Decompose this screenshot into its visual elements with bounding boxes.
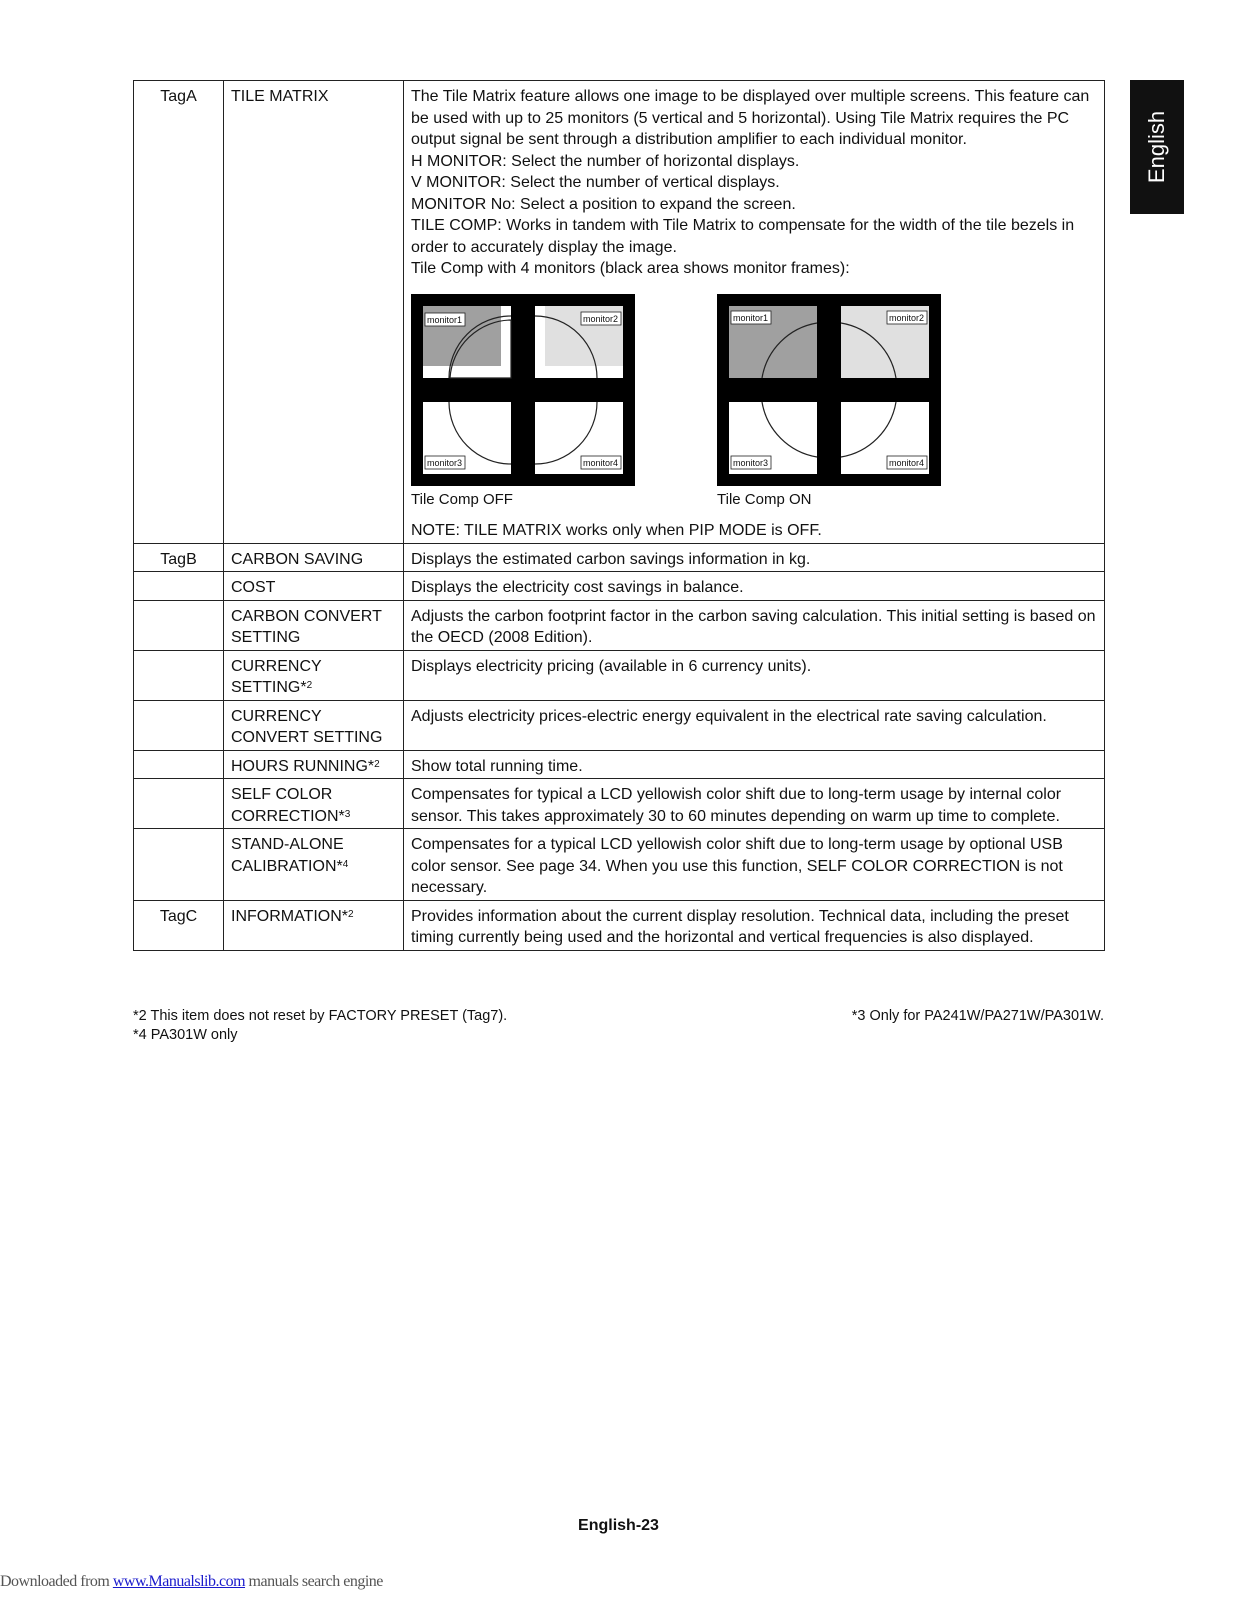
item-label: SELF COLOR CORRECTION* — [231, 786, 345, 825]
footnote-2: *2 This item does not reset by FACTORY PRESET (Tag7). — [133, 1008, 508, 1024]
tag-cell-a: TagA — [134, 81, 224, 544]
manualslib-link[interactable]: www.Manualslib.com — [112, 1573, 246, 1590]
tile-comp-diagrams — [411, 294, 1097, 511]
item-cell: CURRENCY CONVERT SETTING — [224, 700, 404, 750]
item-cell: CARBON SAVING — [224, 543, 404, 572]
description-cell: Adjusts the carbon footprint factor in the carbon saving calculation. This initial setting is based on the OECD (2008 Edition). — [404, 600, 1105, 650]
tile-comp-off-figure — [411, 294, 635, 486]
item-cell-tile-matrix: TILE MATRIX — [224, 81, 404, 544]
tag-cell-empty — [134, 779, 224, 829]
tag-cell-empty — [134, 600, 224, 650]
tag-cell-empty — [134, 650, 224, 700]
tile-matrix-note: NOTE: TILE MATRIX works only when PIP MODE is OFF. — [411, 522, 822, 539]
item-cell — [224, 900, 404, 950]
footnote-4: *4 PA301W only — [133, 1027, 238, 1043]
tag-cell-b: TagB — [134, 543, 224, 572]
description-line: The Tile Matrix feature allows one image to be displayed over multiple screens. This feature can be used with up to 25 monitors (5 vertical and 5 horizontal). Using Tile Matrix requires the PC output signal be sent through a distribution amplifier to each individual monitor. — [411, 88, 1090, 148]
download-suffix: manuals search engine — [248, 1573, 383, 1590]
tile-comp-on-caption: Tile Comp ON — [717, 490, 812, 508]
page-number: English-23 — [578, 1517, 659, 1534]
description-line: TILE COMP: Works in tandem with Tile Matrix to compensate for the width of the tile bezels in order to accurately display the image. — [411, 217, 1075, 256]
description-cell: Compensates for typical a LCD yellowish color shift due to long-term usage by internal color sensor. This takes approximately 30 to 60 minutes depending on warm up time to complete. — [404, 779, 1105, 829]
item-cell — [224, 829, 404, 901]
description-cell: Provides information about the current display resolution. Technical data, including the preset timing currently being used and the horizontal and vertical frequencies is also displayed. — [404, 900, 1105, 950]
description-line: MONITOR No: Select a position to expand the screen. — [411, 195, 796, 213]
footnote-ref: 2 — [374, 758, 380, 770]
description-cell: Displays the estimated carbon savings information in kg. — [404, 543, 1105, 572]
footnote-row — [133, 1007, 1104, 1026]
download-prefix: Downloaded from — [0, 1573, 110, 1590]
description-line: H MONITOR: Select the number of horizontal displays. — [411, 152, 800, 170]
description-cell: Adjusts electricity prices-electric energy equivalent in the electrical rate saving calculation. — [404, 700, 1105, 750]
item-label: STAND-ALONE CALIBRATION* — [231, 836, 344, 875]
description-cell-tile-matrix — [404, 81, 1105, 544]
tile-comp-on-figure — [717, 294, 941, 486]
table-row-self-color-correction — [134, 779, 1105, 829]
description-line: Tile Comp with 4 monitors (black area shows monitor frames): — [411, 260, 850, 277]
table-row-tile-matrix — [134, 81, 1105, 544]
monitor3-label: monitor3 — [427, 457, 463, 468]
item-cell — [224, 750, 404, 779]
tag-cell-c: TagC — [134, 900, 224, 950]
table-row-currency-convert-setting — [134, 700, 1105, 750]
table-row-stand-alone-calibration — [134, 829, 1105, 901]
footnote-ref: 2 — [306, 680, 313, 691]
monitor3-label: monitor3 — [733, 457, 769, 468]
table-row-cost — [134, 572, 1105, 601]
table-row-carbon-convert-setting — [134, 600, 1105, 650]
footnote-ref: 2 — [348, 908, 354, 920]
description-cell: Compensates for a typical LCD yellowish color shift due to long-term usage by optional USB color sensor. See page 34. When you use this function, SELF COLOR CORRECTION is not necessary. — [404, 829, 1105, 901]
language-tab-label: English — [1144, 110, 1169, 184]
footnotes — [133, 1007, 1104, 1045]
tile-comp-off-caption: Tile Comp OFF — [411, 490, 513, 508]
table-row-hours-running — [134, 750, 1105, 779]
tag-cell-empty — [134, 700, 224, 750]
monitor2-label: monitor2 — [889, 312, 925, 323]
item-cell — [224, 779, 404, 829]
item-cell: COST — [224, 572, 404, 601]
table-row-carbon-saving — [134, 543, 1105, 572]
table-row-currency-setting — [134, 650, 1105, 700]
footnote-ref: 3 — [344, 808, 351, 820]
item-cell: CARBON CONVERT SETTING — [224, 600, 404, 650]
tag-cell-empty — [134, 750, 224, 779]
tile-comp-on-diagram — [717, 294, 945, 511]
description-cell: Displays the electricity cost savings in balance. — [404, 572, 1105, 601]
settings-table — [133, 80, 1105, 951]
tag-cell-empty — [134, 829, 224, 901]
monitor1-label: monitor1 — [427, 314, 463, 325]
monitor1-label: monitor1 — [733, 312, 769, 323]
table-row-information — [134, 900, 1105, 950]
description-cell: Displays electricity pricing (available in 6 currency units). — [404, 650, 1105, 700]
item-label: INFORMATION* — [231, 907, 349, 925]
monitor2-label: monitor2 — [583, 313, 619, 324]
tag-cell-empty — [134, 572, 224, 601]
monitor4-label: monitor4 — [889, 457, 925, 468]
footnote-3: *3 Only for PA241W/PA271W/PA301W. — [851, 1008, 1104, 1024]
download-footer — [0, 1573, 383, 1591]
description-cell: Show total running time. — [404, 750, 1105, 779]
item-cell — [224, 650, 404, 700]
description-line: V MONITOR: Select the number of vertical displays. — [411, 174, 780, 191]
footnote-ref: 4 — [342, 858, 349, 870]
tile-comp-off-diagram — [411, 294, 639, 511]
language-tab — [1130, 80, 1184, 214]
item-label: CURRENCY SETTING* — [231, 657, 322, 696]
monitor4-label: monitor4 — [583, 457, 619, 468]
item-label: HOURS RUNNING* — [231, 757, 375, 775]
